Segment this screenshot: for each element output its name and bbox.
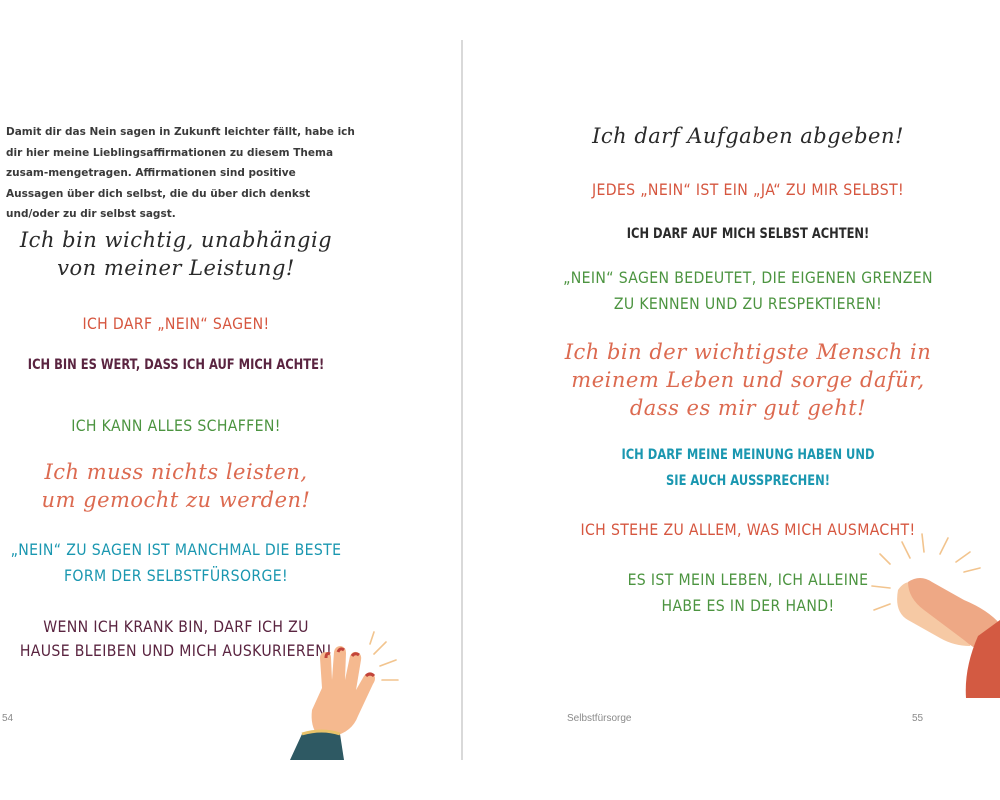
affirmation-grenzen-line1: „NEIN“ SAGEN BEDEUTET, DIE EIGENEN GRENZEN [563,268,933,287]
left-page [0,0,462,800]
affirmation-krank-line2: HAUSE BLEIBEN UND MICH AUSKURIEREN! [19,641,333,660]
affirmation-wichtigste-mensch-line2: meinem Leben und sorge dafür, [571,368,925,392]
affirmation-nichts-leisten-line1: Ich muss nichts leisten, [44,460,308,484]
affirmation-meinung-line2: SIE AUCH AUSSPRECHEN! [666,473,830,489]
affirmation-stehe-zu-allem: ICH STEHE ZU ALLEM, WAS MICH AUSMACHT! [580,520,916,539]
affirmation-selbst-achten: ICH DARF AUF MICH SELBST ACHTEN! [626,226,870,242]
motion-lines [370,632,398,680]
intro-paragraph: Damit dir das Nein sagen in Zukunft leichter fällt, habe ich dir hier meine Lieblingsaffirmationen zu diesem Thema zusam-mengetragen. Affirmationen sind positive Aussagen über dich selbst, die du über dich denkst und/oder zu dir selbst sagst. [6,126,355,220]
affirmation-mein-leben-line1: ES IST MEIN LEBEN, ICH ALLEINE [627,570,869,589]
page-number-left: 54 [2,713,14,724]
affirmation-aufgaben-abgeben: Ich darf Aufgaben abgeben! [592,124,904,148]
affirmation-es-wert: ICH BIN ES WERT, DASS ICH AUF MICH ACHTE! [27,357,325,373]
affirmation-jedes-nein: JEDES „NEIN“ IST EIN „JA“ ZU MIR SELBST! [591,180,905,199]
affirmation-meinung-line1: ICH DARF MEINE MEINUNG HABEN UND [621,447,875,463]
affirmation-wichtigste-mensch-line1: Ich bin der wichtigste Mensch in [564,340,932,364]
affirmation-krank-line1: WENN ICH KRANK BIN, DARF ICH ZU [43,617,309,636]
affirmation-wichtigste-mensch-line3: dass es mir gut geht! [629,396,867,420]
sleeve [290,730,344,760]
affirmation-mein-leben-line2: HABE ES IN DER HAND! [661,596,835,615]
affirmation-grenzen-line2: ZU KENNEN UND ZU RESPEKTIEREN! [613,294,883,313]
affirmation-wichtig-line1: Ich bin wichtig, unabhängig [19,228,333,252]
clapping-hands-illustration [860,528,1000,698]
page-number-right: 55 [912,713,924,724]
page-gutter [461,40,463,760]
affirmation-nichts-leisten-line2: um gemocht zu werden! [41,488,311,512]
affirmation-selbstfuersorge-line2: FORM DER SELBSTFÜRSORGE! [63,566,289,585]
hand-shape [312,646,375,736]
affirmation-selbstfuersorge-line1: „NEIN“ ZU SAGEN IST MANCHMAL DIE BESTE [10,540,342,559]
raised-hand-illustration [270,630,420,760]
affirmation-nein-sagen: ICH DARF „NEIN“ SAGEN! [82,314,270,333]
affirmation-wichtig-line2: von meiner Leistung! [57,256,295,280]
running-footer: Selbstfürsorge [567,713,632,724]
right-page [464,0,1000,800]
affirmation-alles-schaffen: ICH KANN ALLES SCHAFFEN! [71,416,281,435]
